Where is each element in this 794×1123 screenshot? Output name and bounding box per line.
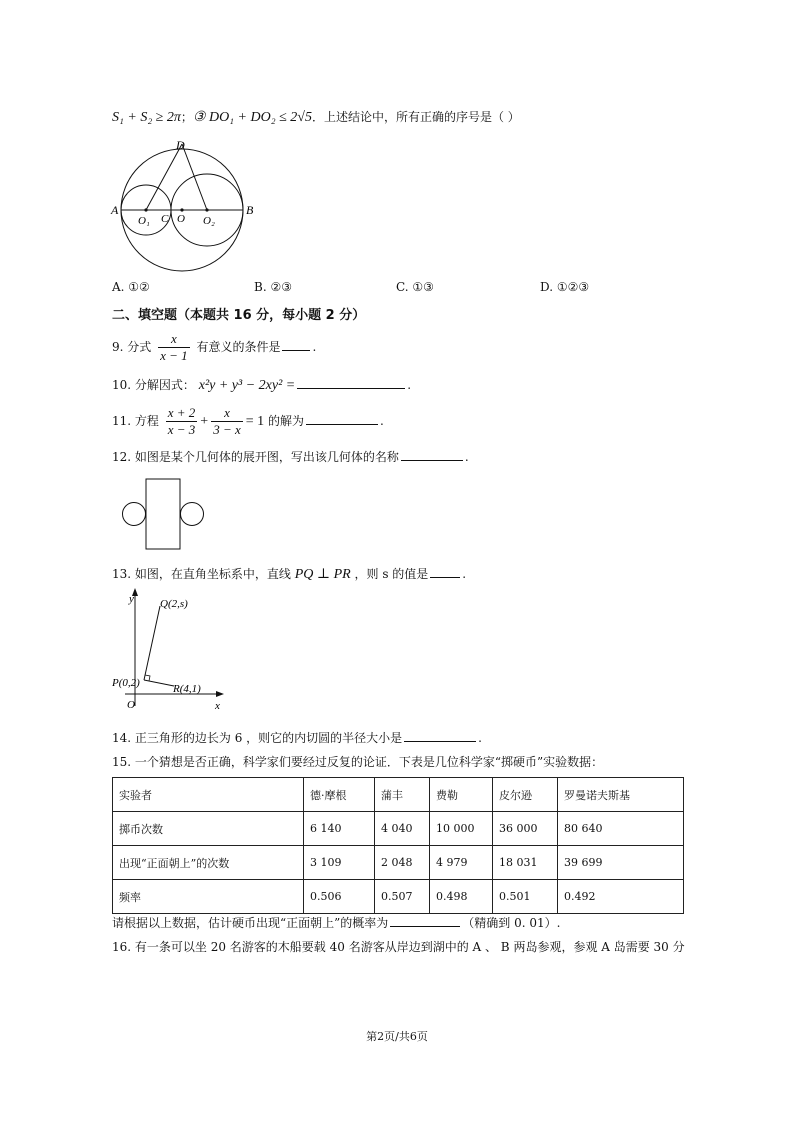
q11-f1-denominator: x − 3 bbox=[167, 422, 196, 437]
table-cell: 4 979 bbox=[430, 846, 493, 880]
label-r: R(4,1) bbox=[173, 683, 201, 695]
q15-answer-blank bbox=[390, 914, 460, 927]
table-cell: 0.492 bbox=[558, 880, 684, 914]
table-cell: 掷币次数 bbox=[113, 812, 304, 846]
q10-expression: x²y + y³ − 2xy² = bbox=[198, 378, 296, 393]
q11-f2-denominator: 3 − x bbox=[213, 422, 241, 437]
question-13: 13. 如图，在直角坐标系中，直线 PQ ⊥ PR ，则 s 的值是 . bbox=[112, 567, 467, 582]
point-o bbox=[180, 208, 183, 211]
net-left-circle bbox=[123, 503, 146, 526]
table-cell: 德·摩根 bbox=[304, 778, 375, 812]
choice-a: A. ①② bbox=[112, 280, 150, 294]
q9-suffix: 有意义的条件是 bbox=[196, 340, 281, 354]
q8-expr-1: S₁ + S₂ ≥ 2π bbox=[112, 110, 181, 125]
label-p: P(0,2) bbox=[112, 677, 140, 689]
label-a: A bbox=[111, 203, 119, 217]
q13-answer-blank bbox=[430, 565, 460, 578]
table-cell: 蒲丰 bbox=[375, 778, 430, 812]
table-cell: 36 000 bbox=[493, 812, 558, 846]
table-cell: 0.498 bbox=[430, 880, 493, 914]
table-cell: 0.501 bbox=[493, 880, 558, 914]
table-row bbox=[113, 880, 684, 914]
label-y: y bbox=[129, 593, 134, 605]
choice-b: B. ②③ bbox=[254, 280, 292, 294]
q9-prefix: 9. 分式 bbox=[112, 340, 152, 354]
q15-after-table: 请根据以上数据，估计硬币出现“正面朝上”的概率为 bbox=[112, 916, 389, 930]
label-d: D bbox=[176, 138, 185, 152]
q15-probability-line bbox=[112, 914, 560, 932]
q13-prefix: 13. 如图，在直角坐标系中，直线 bbox=[112, 567, 291, 581]
label-x: x bbox=[215, 700, 220, 712]
q11-suffix: 的解为 bbox=[267, 414, 304, 428]
segment-do1 bbox=[146, 144, 182, 210]
q14-answer-blank bbox=[404, 729, 476, 742]
q13-expression: PQ ⊥ PR bbox=[294, 567, 351, 582]
question-10: 10. 分解因式： x²y + y³ − 2xy² = . bbox=[112, 378, 412, 393]
line-pr bbox=[144, 680, 174, 686]
table-cell: 频率 bbox=[113, 880, 304, 914]
line-pq bbox=[144, 606, 160, 680]
table-cell: 罗曼诺夫斯基 bbox=[558, 778, 684, 812]
table-cell: 0.506 bbox=[304, 880, 375, 914]
question-12: 12. 如图是某个几何体的展开图，写出该几何体的名称 . bbox=[112, 450, 469, 464]
q10-answer-blank bbox=[297, 376, 405, 389]
q9-numerator: x bbox=[158, 331, 190, 348]
question-14: 14. 正三角形的边长为 6 ，则它的内切圆的半径大小是 . bbox=[112, 731, 482, 745]
question-16 bbox=[112, 938, 685, 956]
q12-net-figure bbox=[120, 478, 210, 552]
q11-fraction-1 bbox=[166, 405, 198, 438]
q11-f1-numerator: x + 2 bbox=[167, 405, 196, 420]
table-row bbox=[113, 846, 684, 880]
choice-d: D. ①②③ bbox=[540, 280, 590, 294]
q11-plus: + bbox=[200, 414, 209, 429]
segment-do2 bbox=[182, 144, 207, 210]
point-o2 bbox=[205, 208, 208, 211]
q11-prefix: 11. 方程 bbox=[112, 414, 159, 428]
q13-suffix: ，则 s 的值是 bbox=[354, 567, 429, 581]
table-cell: 3 109 bbox=[304, 846, 375, 880]
q9-denominator: x − 1 bbox=[160, 348, 188, 363]
label-o: O bbox=[177, 213, 185, 225]
label-o2: O₂ bbox=[203, 215, 215, 227]
q11-fraction-2 bbox=[211, 405, 243, 438]
label-b: B bbox=[246, 203, 254, 217]
q15-precision: （精确到 0. 01）. bbox=[462, 916, 561, 930]
table-cell: 实验者 bbox=[113, 778, 304, 812]
section-title: 二、填空题（本题共 16 分，每小题 2 分） bbox=[112, 308, 366, 323]
choice-c: C. ①③ bbox=[396, 280, 434, 294]
table-cell: 出现“正面朝上”的次数 bbox=[113, 846, 304, 880]
q11-answer-blank bbox=[306, 412, 378, 425]
question-9: 9. 分式 $\frac{x}{x - 1}$ 有意义的条件是 . bbox=[112, 331, 317, 363]
table-cell: 10 000 bbox=[430, 812, 493, 846]
table-cell: 6 140 bbox=[304, 812, 375, 846]
q15-text: 15. 一个猜想是否正确，科学家们要经过反复的论证．下表是几位科学家“掷硬币”实验数据： bbox=[112, 755, 604, 769]
point-o1 bbox=[144, 208, 147, 211]
label-q: Q(2,s) bbox=[160, 598, 188, 610]
net-rectangle bbox=[146, 479, 180, 549]
q16-text: 16. 有一条可以坐 20 名游客的木船要载 40 名游客从岸边到湖中的 A 、 B 两岛参观，参观 A 岛需要 30 分 bbox=[112, 940, 685, 954]
table-cell: 4 040 bbox=[375, 812, 430, 846]
q11-rhs: = 1 bbox=[245, 414, 265, 429]
question-11: 11. 方程 $\frac{x + 2}{x - 3}$ + $\frac{x}{3 - x}$ = 1 的解为 . bbox=[112, 405, 384, 437]
label-c: C bbox=[161, 213, 169, 225]
page-number: 第2页/共6页 bbox=[366, 1030, 428, 1043]
table-row bbox=[113, 778, 684, 812]
x-axis-arrow bbox=[216, 691, 224, 697]
q8-circle-figure bbox=[110, 136, 260, 276]
question-15 bbox=[112, 753, 603, 771]
q9-answer-blank bbox=[282, 338, 310, 351]
table-cell: 0.507 bbox=[375, 880, 430, 914]
q8-statement-line bbox=[112, 108, 520, 127]
q13-coordinate-figure bbox=[110, 588, 230, 713]
table-cell: 2 048 bbox=[375, 846, 430, 880]
coin-toss-table bbox=[112, 777, 684, 914]
q10-prefix: 10. 分解因式： bbox=[112, 378, 195, 392]
q9-fraction bbox=[158, 331, 190, 364]
q8-question-text: ．上述结论中，所有正确的序号是（ ） bbox=[311, 110, 520, 124]
q12-answer-blank bbox=[401, 448, 463, 461]
q8-separator: ； bbox=[180, 110, 193, 124]
q12-text: 12. 如图是某个几何体的展开图，写出该几何体的名称 bbox=[112, 450, 399, 464]
table-cell: 80 640 bbox=[558, 812, 684, 846]
q11-f2-numerator: x bbox=[211, 405, 243, 422]
table-cell: 皮尔逊 bbox=[493, 778, 558, 812]
q8-expr-2: ③ DO₁ + DO₂ ≤ 2√5 bbox=[192, 110, 312, 125]
table-cell: 18 031 bbox=[493, 846, 558, 880]
label-origin: O bbox=[127, 699, 135, 711]
label-o1: O₁ bbox=[138, 215, 150, 227]
net-right-circle bbox=[181, 503, 204, 526]
table-cell: 费勒 bbox=[430, 778, 493, 812]
table-row bbox=[113, 812, 684, 846]
table-cell: 39 699 bbox=[558, 846, 684, 880]
q14-text: 14. 正三角形的边长为 6 ，则它的内切圆的半径大小是 bbox=[112, 731, 403, 745]
